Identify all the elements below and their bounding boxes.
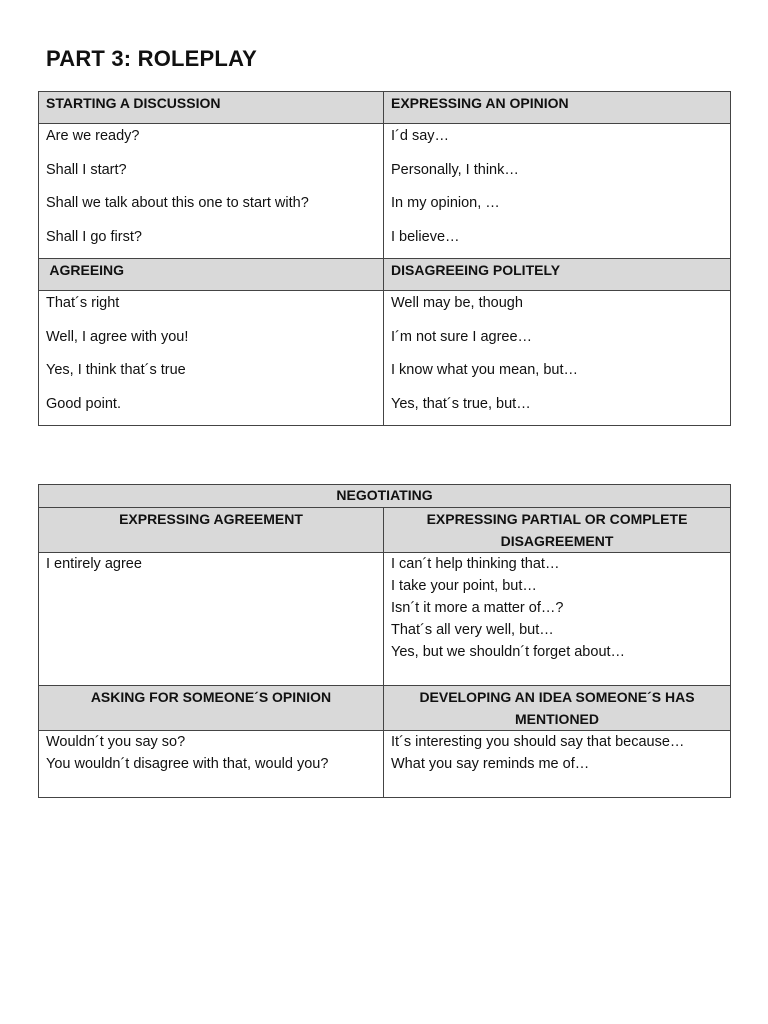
table-header-row (39, 508, 731, 553)
table-title-row (39, 485, 731, 508)
phrases-cell (384, 731, 731, 798)
table-title-negotiating: NEGOTIATING (39, 485, 731, 508)
phrases-table (38, 91, 731, 426)
phrase-item: Yes, that´s true, but… (391, 395, 531, 412)
phrase-item: That´s all very well, but… (391, 622, 554, 638)
phrase-item: Shall we talk about this one to start with? (46, 195, 309, 211)
phrase-item: I can´t help thinking that… (391, 556, 560, 572)
phrase-item: Wouldn´t you say so? (46, 734, 186, 750)
phrase-item: Shall I start? (46, 161, 127, 178)
table-header-row (39, 92, 731, 124)
phrases-cell (39, 291, 384, 426)
phrase-item: Yes, I think that´s true (46, 362, 186, 378)
table-row (39, 731, 731, 798)
header-starting-a-discussion: STARTING A DISCUSSION (39, 92, 384, 124)
phrase-item: What you say reminds me of… (391, 756, 590, 772)
table-row (39, 291, 731, 426)
header-agreeing: AGREEING (39, 259, 384, 291)
phrase-item: I entirely agree (46, 556, 142, 572)
phrase-item: I´m not sure I agree… (391, 328, 533, 345)
table-row (39, 553, 731, 686)
phrases-cell (39, 124, 384, 259)
phrase-item: Personally, I think… (391, 161, 519, 178)
phrases-cell (384, 291, 731, 426)
phrases-cell (384, 124, 731, 259)
phrase-item: Good point. (46, 395, 121, 412)
phrase-item: I believe… (391, 228, 460, 245)
phrase-item: I take your point, but… (391, 578, 537, 594)
phrase-item: Well may be, though (391, 295, 523, 311)
page-title: PART 3: ROLEPLAY (46, 46, 258, 71)
header-asking-for-opinion: ASKING FOR SOMEONE´S OPINION (39, 686, 384, 731)
header-expressing-disagreement: EXPRESSING PARTIAL OR COMPLETE DISAGREEMENT (384, 508, 731, 553)
phrase-item: It´s interesting you should say that because… (391, 734, 685, 750)
header-disagreeing-politely: DISAGREEING POLITELY (384, 259, 731, 291)
phrase-item: You wouldn´t disagree with that, would you? (46, 756, 329, 772)
phrase-item: That´s right (46, 295, 120, 311)
phrase-item: Are we ready? (46, 128, 140, 144)
phrase-item: Yes, but we shouldn´t forget about… (391, 644, 626, 660)
phrases-cell (39, 553, 384, 686)
negotiating-table (38, 484, 731, 798)
header-expressing-an-opinion: EXPRESSING AN OPINION (384, 92, 731, 124)
phrase-item: Well, I agree with you! (46, 328, 189, 345)
header-developing-an-idea: DEVELOPING AN IDEA SOMEONE´S HAS MENTIONED (384, 686, 731, 731)
table-row (39, 124, 731, 259)
header-expressing-agreement: EXPRESSING AGREEMENT (39, 508, 384, 553)
table-header-row (39, 686, 731, 731)
phrase-item: I´d say… (391, 128, 450, 144)
phrase-item: Shall I go first? (46, 228, 142, 245)
phrases-cell (384, 553, 731, 686)
table-header-row (39, 259, 731, 291)
phrase-item: I know what you mean, but… (391, 362, 578, 378)
phrase-item: In my opinion, … (391, 195, 500, 211)
phrases-cell (39, 731, 384, 798)
phrase-item: Isn´t it more a matter of…? (391, 600, 564, 616)
